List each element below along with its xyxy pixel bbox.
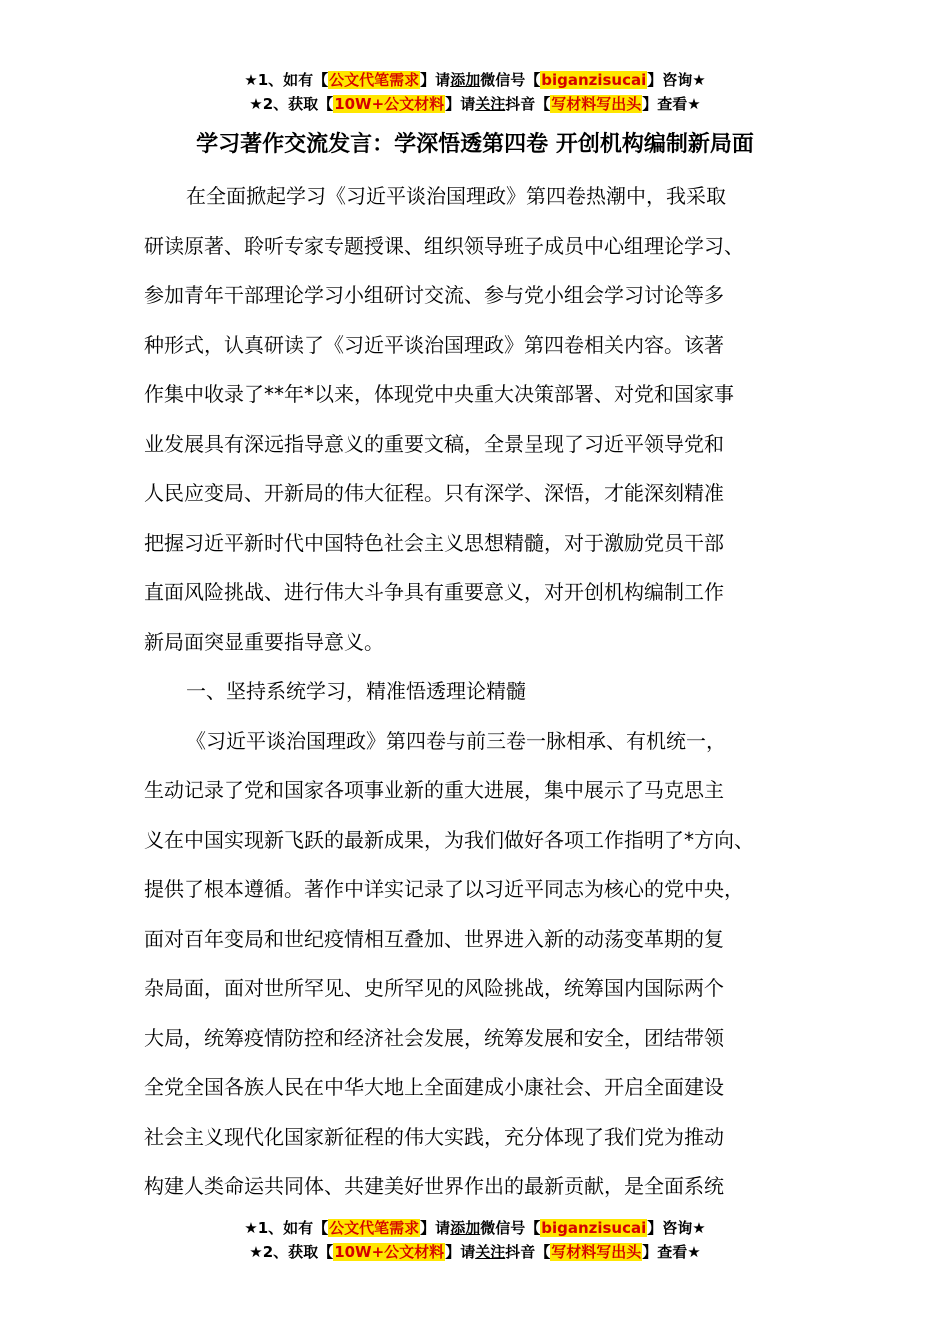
text-line: 大局，统筹疫情防控和经济社会发展，统筹发展和安全，团结带领 [144,1025,724,1050]
text-line: 研读原著、聆听专家专题授课、组织领导班子成员中心组理论学习、 [144,233,744,258]
promo-line-2 [0,92,950,116]
promo-highlight: 10W+公文材料 [334,95,445,113]
text-line: 种形式，认真研读了《习近平谈治国理政》第四卷相关内容。该著 [144,332,724,357]
promo-text: 】请 [420,71,451,89]
promo-text: 】请 [445,95,476,113]
promo-line-1 [0,68,950,92]
promo-text: 抖音【 [505,1243,551,1261]
text-line: 面对百年变局和世纪疫情相互叠加、世界进入新的动荡变革期的复 [144,926,724,951]
text-line: 社会主义现代化国家新征程的伟大实践，充分体现了我们党为推动 [144,1124,724,1149]
text-line: 生动记录了党和国家各项事业新的重大进展，集中展示了马克思主 [144,778,724,802]
promo-text: 】请 [420,1219,451,1237]
text-line: 人民应变局、开新局的伟大征程。只有深学、深悟，才能深刻精准 [144,481,724,505]
promo-line-1 [0,1216,950,1240]
promo-text: 】查看★ [642,95,701,113]
section-heading: 一、坚持系统学习，精准悟透理论精髓 [186,679,526,703]
promo-text: ★2、获取【 [249,1243,334,1261]
text-line: 新局面突显重要指导意义。 [144,629,384,654]
promo-text: 】查看★ [642,1243,701,1261]
promo-highlight: biganzisucai [541,71,647,89]
promo-text: 抖音【 [505,95,551,113]
promo-text: 】咨询★ [647,1219,706,1237]
text-line: 杂局面，面对世所罕见、史所罕见的风险挑战，统筹国内国际两个 [144,976,724,1000]
promo-banner-top [0,68,950,116]
promo-underlined: 关注 [475,95,506,113]
promo-highlight: 写材料写出头 [551,95,642,113]
promo-text: ★2、获取【 [249,95,334,113]
text-line: 作集中收录了**年*以来，体现党中央重大决策部署、对党和国家事 [144,382,734,406]
promo-highlight: 10W+公文材料 [334,1243,445,1261]
text-line: 参加青年干部理论学习小组研讨交流、参与党小组会学习讨论等多 [144,283,724,307]
promo-highlight: 写材料写出头 [551,1243,642,1261]
promo-text: 微信号【 [480,1219,541,1237]
promo-highlight: 公文代笔需求 [329,71,420,89]
promo-text: ★1、如有【 [244,71,329,89]
text-line: 在全面掀起学习《习近平谈治国理政》第四卷热潮中，我采取 [186,184,726,208]
text-line: 构建人类命运共同体、共建美好世界作出的最新贡献，是全面系统 [144,1174,724,1198]
text-line: 业发展具有深远指导意义的重要文稿，全景呈现了习近平领导党和 [144,431,724,456]
promo-underlined: 关注 [475,1243,506,1261]
text-line: 提供了根本遵循。著作中详实记录了以习近平同志为核心的党中央， [144,877,744,901]
text-line: 《习近平谈治国理政》第四卷与前三卷一脉相承、有机统一， [186,728,726,753]
promo-banner-bottom [0,1216,950,1264]
promo-highlight: 公文代笔需求 [329,1219,420,1237]
document-body [144,172,824,1212]
promo-underlined: 添加 [450,71,481,89]
promo-underlined: 添加 [450,1219,481,1237]
promo-text: 】请 [445,1243,476,1261]
promo-text: 】咨询★ [647,71,706,89]
text-line: 义在中国实现新飞跃的最新成果，为我们做好各项工作指明了*方向、 [144,827,754,852]
promo-text: ★1、如有【 [244,1219,329,1237]
text-line: 把握习近平新时代中国特色社会主义思想精髓，对于激励党员干部 [144,530,724,555]
text-line: 直面风险挑战、进行伟大斗争具有重要意义，对开创机构编制工作 [144,580,724,604]
promo-line-2 [0,1240,950,1264]
promo-highlight: biganzisucai [541,1219,647,1237]
document-title: 学习著作交流发言：学深悟透第四卷 开创机构编制新局面 [196,132,754,157]
text-line: 全党全国各族人民在中华大地上全面建成小康社会、开启全面建设 [144,1075,724,1099]
promo-text: 微信号【 [480,71,541,89]
